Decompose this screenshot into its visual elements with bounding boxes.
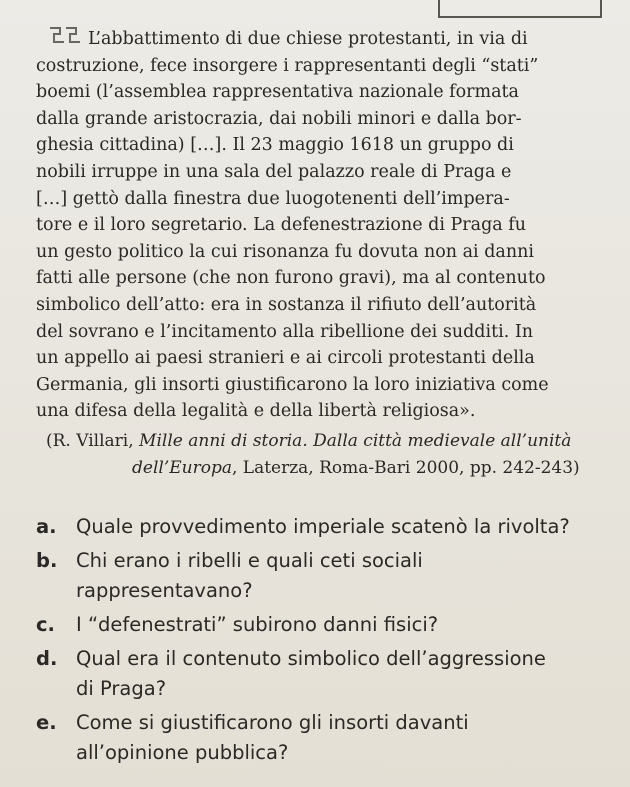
citation-title-part-1: Mille anni di storia. Dalla città medievale all’unità <box>139 431 572 451</box>
question-letter: a. <box>36 515 57 538</box>
question-item <box>36 546 626 606</box>
question-letter: b. <box>36 549 58 572</box>
citation-line-2 <box>36 455 616 482</box>
question-list <box>36 512 626 772</box>
quote-line: ghesia cittadina) […]. Il 23 maggio 1618 un gruppo di <box>36 135 514 156</box>
quote-line: dalla grande aristocrazia, dai nobili minori e dalla bor- <box>36 108 522 129</box>
question-letter: c. <box>36 613 55 636</box>
question-text: Quale provvedimento imperiale scatenò la rivolta? <box>76 515 570 538</box>
question-item <box>36 708 626 768</box>
question-text: rappresentavano? <box>76 579 253 602</box>
citation-line-1 <box>36 428 616 455</box>
question-text: all’opinione pubblica? <box>76 741 289 764</box>
quote-line: L’abbattimento di due chiese protestanti, in via di <box>88 29 528 49</box>
question-item <box>36 644 626 704</box>
citation-title-part-2: dell’Europa <box>132 458 232 478</box>
question-text: Chi erano i ribelli e quali ceti sociali <box>76 549 423 572</box>
question-text: di Praga? <box>76 677 167 700</box>
quote-line: una difesa della legalità e della libertà religiosa». <box>36 401 476 422</box>
question-text: Come si giustificarono gli insorti davanti <box>76 711 469 734</box>
quote-line: fatti alle persone (che non furono gravi), ma al contenuto <box>36 268 546 289</box>
quote-line: un appello ai paesi stranieri e ai circoli protestanti della <box>36 348 535 369</box>
question-letter: d. <box>36 647 58 670</box>
quote-line: costruzione, fece insorgere i rappresentanti degli “stati” <box>36 55 539 76</box>
question-item <box>36 610 626 640</box>
citation-publisher: , Laterza, Roma-Bari 2000, pp. 242-243) <box>231 458 580 478</box>
quoted-passage <box>36 26 616 425</box>
question-text: I “defenestrati” subirono danni fisici? <box>76 613 439 636</box>
question-text: Qual era il contenuto simbolico dell’aggressione <box>76 647 546 670</box>
quote-line: un gesto politico la cui risonanza fu dovuta non ai danni <box>36 241 534 262</box>
quote-line: nobili irruppe in una sala del palazzo reale di Praga e <box>36 161 512 182</box>
quote-line: simbolico dell’atto: era in sostanza il rifiuto dell’autorità <box>36 294 537 315</box>
source-citation <box>36 428 616 482</box>
question-letter: e. <box>36 711 57 734</box>
quote-line: […] gettò dalla finestra due luogotenenti dell’impera- <box>36 188 510 209</box>
quote-line: del sovrano e l’incitamento alla ribellione dei sudditi. In <box>36 321 534 342</box>
quote-line: tore e il loro segretario. La defenestrazione di Praga fu <box>36 215 527 236</box>
top-frame-box <box>438 0 602 18</box>
quote-line: boemi (l’assemblea rappresentativa nazionale formata <box>36 82 519 103</box>
question-item <box>36 512 626 542</box>
quote-line: Germania, gli insorti giustificarono la loro iniziativa come <box>36 374 549 395</box>
citation-author: (R. Villari, <box>46 431 140 451</box>
